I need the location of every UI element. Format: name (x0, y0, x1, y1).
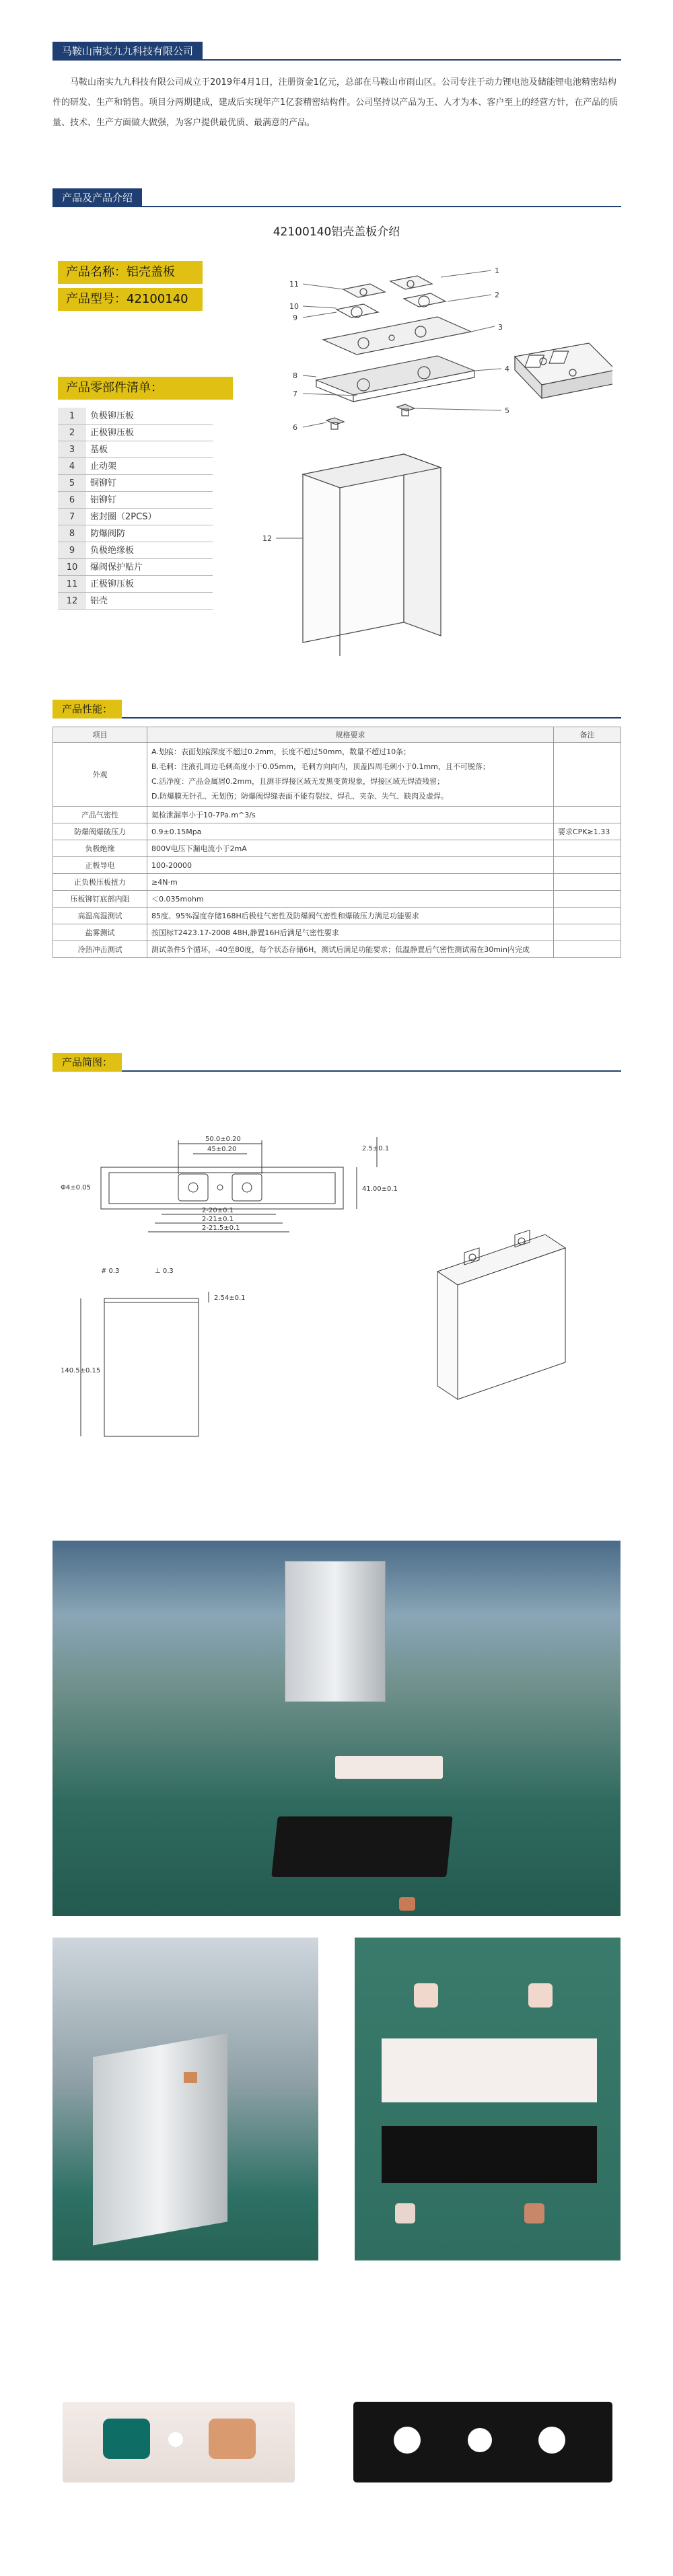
drawing-section-header (52, 1053, 621, 1072)
company-intro: 马鞍山南实九九科技有限公司成立于2019年4月1日，注册资金1亿元，总部在马鞍山市雨山区。公司专注于动力锂电池及储能锂电池精密结构件的研发、生产和销售。项目分两期建成，建成后实现年产1亿套精密结构件。公司坚持以产品为王、人才为本、客户至上的经营方针，在产品的质量、技术、生产方面做大做强，为客户提供最优质、最满意的产品。 (52, 77, 618, 128)
cap-plate-photo (52, 2385, 305, 2499)
parts-list-item (58, 576, 213, 593)
part-number: 11 (58, 576, 86, 592)
svg-text:10: 10 (289, 302, 299, 311)
parts-list-item (58, 425, 213, 441)
performance-item: 正极导电 (53, 857, 147, 874)
performance-note (554, 840, 621, 857)
performance-note (554, 941, 621, 958)
part-name: 负极绝缘板 (90, 546, 135, 556)
parts-list-title: 产品零部件清单： (58, 377, 233, 400)
part-number: 2 (58, 425, 86, 441)
part-name: 铜铆钉 (90, 478, 117, 488)
performance-note: 要求CPK≥1.33 (554, 823, 621, 840)
performance-item: 压板铆钉底部内阻 (53, 891, 147, 908)
performance-item: 冷热冲击测试 (53, 941, 147, 958)
performance-row (53, 941, 621, 958)
dim-flat: # 0.3 (101, 1267, 120, 1275)
parts-list-item (58, 408, 213, 425)
company-section-header (52, 42, 621, 61)
performance-note (554, 807, 621, 823)
technical-drawing (61, 1103, 612, 1440)
performance-spec: 0.9±0.15Mpa (147, 823, 554, 840)
part-number: 6 (58, 492, 86, 508)
performance-spec: 测试条件5个循环，-40至80度，每个状态存储6H，测试后满足功能要求；低温静置后气密性测试需在30min内完成 (147, 941, 554, 958)
dim-phi4: Φ4±0.05 (61, 1184, 91, 1191)
dim-21: 2-21±0.1 (202, 1216, 234, 1223)
parts-list-item (58, 542, 213, 559)
performance-item: 正负极压板扭力 (53, 874, 147, 891)
product-section-tag: 产品及产品介绍 (52, 188, 142, 207)
performance-row (53, 857, 621, 874)
parts-list-item (58, 475, 213, 492)
performance-row (53, 924, 621, 941)
dim-45: 45±0.20 (207, 1146, 237, 1153)
svg-text:4: 4 (505, 365, 509, 373)
dim-21-5: 2-21.5±0.1 (202, 1224, 240, 1232)
performance-spec: 氦检泄漏率小于10-7Pa.m^3/s (147, 807, 554, 823)
performance-tag: 产品性能： (52, 700, 122, 719)
parts-list-item (58, 525, 213, 542)
performance-item: 防爆阀爆破压力 (53, 823, 147, 840)
performance-row (53, 743, 621, 807)
part-name: 负极铆压板 (90, 411, 135, 421)
svg-text:1: 1 (495, 266, 499, 275)
svg-text:11: 11 (289, 280, 299, 289)
part-number: 10 (58, 559, 86, 575)
dim-140-5: 140.5±0.15 (61, 1367, 101, 1374)
product-title: 42100140铝壳盖板介绍 (273, 225, 400, 239)
performance-spec: ＜0.035mohm (147, 891, 554, 908)
part-number: 8 (58, 525, 86, 542)
parts-list-item (58, 559, 213, 576)
performance-row (53, 874, 621, 891)
parts-list-item (58, 441, 213, 458)
dim-50: 50.0±0.20 (205, 1136, 241, 1143)
parts-list-item (58, 593, 213, 610)
part-number: 3 (58, 441, 86, 457)
part-number: 1 (58, 408, 86, 424)
product-name-label: 产品名称：铝壳盖板 (58, 261, 203, 284)
company-name-tag: 马鞍山南实九九科技有限公司 (52, 42, 203, 61)
product-photo-3 (355, 1938, 621, 2260)
insulator-photo (347, 2385, 619, 2499)
performance-spec: 按国标T2423.17-2008 48H,静置16H后满足气密性要求 (147, 924, 554, 941)
performance-spec: 800V电压下漏电流小于2mA (147, 840, 554, 857)
product-section-header (52, 188, 621, 207)
part-name: 基板 (90, 445, 108, 455)
header-item: 项目 (53, 727, 147, 743)
svg-text:2: 2 (495, 291, 499, 299)
svg-text:5: 5 (505, 406, 509, 415)
exploded-diagram (262, 242, 612, 673)
part-name: 正极铆压板 (90, 579, 135, 589)
part-number: 9 (58, 542, 86, 558)
product-model-label: 产品型号：42100140 (58, 288, 203, 311)
dim-20: 2-20±0.1 (202, 1207, 234, 1214)
performance-spec: ≥4N·m (147, 874, 554, 891)
performance-table (52, 727, 621, 958)
part-name: 正极铆压板 (90, 428, 135, 438)
svg-text:3: 3 (498, 323, 503, 332)
performance-spec: 85度、95%湿度存储168H后极柱气密性及防爆阀气密性和爆破压力满足功能要求 (147, 908, 554, 924)
performance-row (53, 823, 621, 840)
product-photo-1 (52, 1541, 621, 1916)
performance-item: 外观 (53, 743, 147, 807)
performance-spec: 100-20000 (147, 857, 554, 874)
parts-list-item (58, 509, 213, 525)
performance-row (53, 807, 621, 823)
drawing-tag: 产品简图： (52, 1053, 122, 1072)
part-name: 爆阀保护贴片 (90, 562, 143, 573)
dim-41: 41.00±0.1 (362, 1185, 398, 1193)
performance-note (554, 924, 621, 941)
header-note: 备注 (554, 727, 621, 743)
parts-list-item (58, 458, 213, 475)
performance-note (554, 891, 621, 908)
performance-row (53, 891, 621, 908)
performance-note (554, 857, 621, 874)
svg-text:7: 7 (293, 390, 297, 398)
header-spec: 规格要求 (147, 727, 554, 743)
part-name: 密封圈（2PCS） (90, 512, 157, 522)
part-name: 铝壳 (90, 596, 108, 606)
dim-perp: ⊥ 0.3 (155, 1267, 174, 1275)
part-name: 防爆阀防 (90, 529, 126, 539)
parts-list-item (58, 492, 213, 509)
svg-text:12: 12 (262, 534, 272, 543)
performance-item: 负极绝缘 (53, 840, 147, 857)
performance-item: 盐雾测试 (53, 924, 147, 941)
part-name: 止动架 (90, 462, 117, 472)
performance-note (554, 874, 621, 891)
performance-row (53, 908, 621, 924)
svg-text:6: 6 (293, 423, 297, 432)
part-name: 铝铆钉 (90, 495, 117, 505)
performance-note (554, 908, 621, 924)
performance-note (554, 743, 621, 807)
svg-text:8: 8 (293, 371, 297, 380)
svg-text:9: 9 (293, 314, 297, 322)
part-number: 7 (58, 509, 86, 525)
dim-2-5: 2.5±0.1 (362, 1145, 390, 1152)
performance-spec: A.划痕：表面划痕深度不超过0.2mm，长度不超过50mm，数量不超过10条； B.毛刺：注液孔周边毛刺高度小于0.05mm，毛刺方向向内，顶盖四周毛刺小于0.1mm，且不可脱落； C.活净度：产品金属屑0.2mm，且测非焊接区域无发黑变黄现象，焊接区域无焊渣残留； D.防爆膜无针孔、无划伤；防爆阀焊缝表面不能有裂纹、焊孔、夹杂、失气、缺肉及虚焊。 (147, 743, 554, 807)
part-number: 12 (58, 593, 86, 609)
part-number: 4 (58, 458, 86, 474)
performance-item: 高温高湿测试 (53, 908, 147, 924)
part-number: 5 (58, 475, 86, 491)
product-photo-2 (52, 1938, 318, 2260)
dim-2-54: 2.54±0.1 (214, 1294, 246, 1302)
performance-section-header (52, 700, 621, 719)
performance-item: 产品气密性 (53, 807, 147, 823)
performance-table-header (53, 727, 621, 743)
parts-list (58, 408, 213, 610)
performance-row (53, 840, 621, 857)
